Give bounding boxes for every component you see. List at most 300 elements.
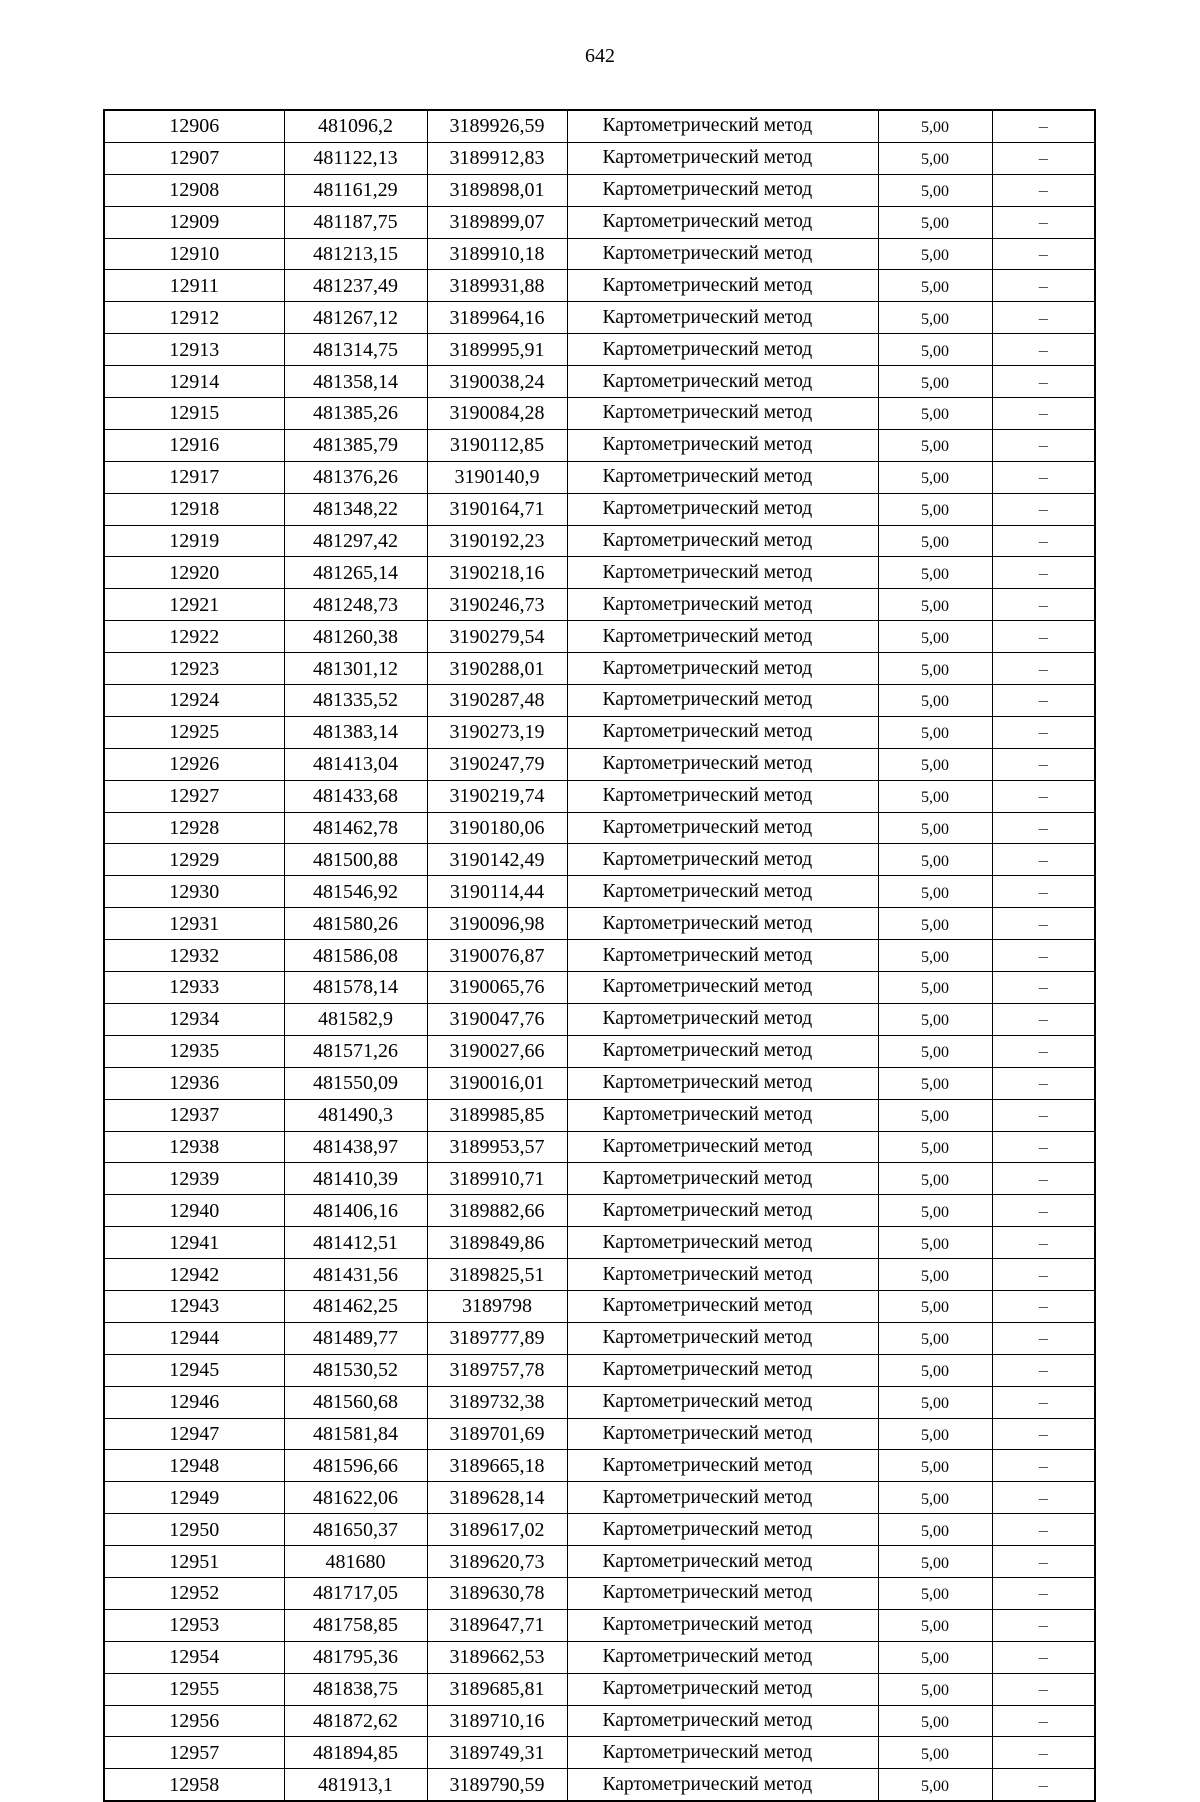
note-cell: – (992, 1354, 1095, 1386)
y-coordinate-cell: 3190047,76 (427, 1003, 567, 1035)
method-cell: Картометрический метод (567, 1705, 878, 1737)
error-value-cell: 5,00 (878, 1131, 992, 1163)
y-coordinate-cell: 3190218,16 (427, 557, 567, 589)
point-number-cell: 12932 (104, 940, 284, 972)
x-coordinate-cell: 481406,16 (284, 1195, 427, 1227)
y-coordinate-cell: 3190038,24 (427, 366, 567, 398)
method-cell: Картометрический метод (567, 748, 878, 780)
method-cell: Картометрический метод (567, 1067, 878, 1099)
method-cell: Картометрический метод (567, 334, 878, 366)
error-value-cell: 5,00 (878, 525, 992, 557)
error-value-cell: 5,00 (878, 1099, 992, 1131)
error-value-cell: 5,00 (878, 812, 992, 844)
note-cell: – (992, 557, 1095, 589)
y-coordinate-cell: 3190180,06 (427, 812, 567, 844)
y-coordinate-cell: 3189910,18 (427, 238, 567, 270)
point-number-cell: 12953 (104, 1609, 284, 1641)
method-cell: Картометрический метод (567, 1386, 878, 1418)
x-coordinate-cell: 481462,78 (284, 812, 427, 844)
error-value-cell: 5,00 (878, 270, 992, 302)
x-coordinate-cell: 481161,29 (284, 174, 427, 206)
x-coordinate-cell: 481314,75 (284, 334, 427, 366)
table-row (104, 1131, 1095, 1163)
error-value-cell: 5,00 (878, 557, 992, 589)
table-row (104, 716, 1095, 748)
table-row (104, 1003, 1095, 1035)
table-row (104, 1067, 1095, 1099)
point-number-cell: 12950 (104, 1514, 284, 1546)
method-cell: Картометрический метод (567, 1769, 878, 1801)
point-number-cell: 12947 (104, 1418, 284, 1450)
x-coordinate-cell: 481376,26 (284, 461, 427, 493)
point-number-cell: 12955 (104, 1673, 284, 1705)
point-number-cell: 12921 (104, 589, 284, 621)
x-coordinate-cell: 481872,62 (284, 1705, 427, 1737)
x-coordinate-cell: 481550,09 (284, 1067, 427, 1099)
error-value-cell: 5,00 (878, 1546, 992, 1578)
table-row (104, 461, 1095, 493)
note-cell: – (992, 1609, 1095, 1641)
method-cell: Картометрический метод (567, 1131, 878, 1163)
table-row (104, 1641, 1095, 1673)
note-cell: – (992, 1418, 1095, 1450)
x-coordinate-cell: 481335,52 (284, 685, 427, 717)
error-value-cell: 5,00 (878, 1035, 992, 1067)
page-number: 642 (585, 45, 615, 67)
y-coordinate-cell: 3190279,54 (427, 621, 567, 653)
y-coordinate-cell: 3190192,23 (427, 525, 567, 557)
note-cell: – (992, 1514, 1095, 1546)
point-number-cell: 12911 (104, 270, 284, 302)
note-cell: – (992, 1035, 1095, 1067)
note-cell: – (992, 1705, 1095, 1737)
y-coordinate-cell: 3189931,88 (427, 270, 567, 302)
note-cell: – (992, 1577, 1095, 1609)
table-row (104, 1259, 1095, 1291)
coordinates-table (103, 109, 1096, 1802)
y-coordinate-cell: 3189710,16 (427, 1705, 567, 1737)
point-number-cell: 12958 (104, 1769, 284, 1801)
error-value-cell: 5,00 (878, 589, 992, 621)
method-cell: Картометрический метод (567, 557, 878, 589)
error-value-cell: 5,00 (878, 1673, 992, 1705)
y-coordinate-cell: 3190112,85 (427, 429, 567, 461)
note-cell: – (992, 1641, 1095, 1673)
note-cell: – (992, 110, 1095, 142)
table-row (104, 940, 1095, 972)
error-value-cell: 5,00 (878, 908, 992, 940)
method-cell: Картометрический метод (567, 461, 878, 493)
point-number-cell: 12909 (104, 206, 284, 238)
error-value-cell: 5,00 (878, 653, 992, 685)
x-coordinate-cell: 481913,1 (284, 1769, 427, 1801)
y-coordinate-cell: 3189898,01 (427, 174, 567, 206)
point-number-cell: 12923 (104, 653, 284, 685)
table-row (104, 238, 1095, 270)
x-coordinate-cell: 481582,9 (284, 1003, 427, 1035)
table-row (104, 302, 1095, 334)
method-cell: Картометрический метод (567, 302, 878, 334)
method-cell: Картометрический метод (567, 1099, 878, 1131)
x-coordinate-cell: 481187,75 (284, 206, 427, 238)
error-value-cell: 5,00 (878, 1003, 992, 1035)
table-row (104, 780, 1095, 812)
y-coordinate-cell: 3189910,71 (427, 1163, 567, 1195)
error-value-cell: 5,00 (878, 1482, 992, 1514)
table-row (104, 334, 1095, 366)
x-coordinate-cell: 481348,22 (284, 493, 427, 525)
table-row (104, 908, 1095, 940)
y-coordinate-cell: 3189701,69 (427, 1418, 567, 1450)
note-cell: – (992, 1322, 1095, 1354)
error-value-cell: 5,00 (878, 1418, 992, 1450)
x-coordinate-cell: 481838,75 (284, 1673, 427, 1705)
error-value-cell: 5,00 (878, 1577, 992, 1609)
table-row (104, 1673, 1095, 1705)
x-coordinate-cell: 481758,85 (284, 1609, 427, 1641)
point-number-cell: 12944 (104, 1322, 284, 1354)
note-cell: – (992, 621, 1095, 653)
note-cell: – (992, 748, 1095, 780)
note-cell: – (992, 302, 1095, 334)
y-coordinate-cell: 3189995,91 (427, 334, 567, 366)
method-cell: Картометрический метод (567, 1418, 878, 1450)
point-number-cell: 12956 (104, 1705, 284, 1737)
x-coordinate-cell: 481412,51 (284, 1227, 427, 1259)
y-coordinate-cell: 3190164,71 (427, 493, 567, 525)
table-row (104, 844, 1095, 876)
y-coordinate-cell: 3189665,18 (427, 1450, 567, 1482)
x-coordinate-cell: 481267,12 (284, 302, 427, 334)
note-cell: – (992, 1769, 1095, 1801)
table-row (104, 1195, 1095, 1227)
point-number-cell: 12920 (104, 557, 284, 589)
note-cell: – (992, 940, 1095, 972)
error-value-cell: 5,00 (878, 1354, 992, 1386)
y-coordinate-cell: 3189749,31 (427, 1737, 567, 1769)
note-cell: – (992, 780, 1095, 812)
point-number-cell: 12951 (104, 1546, 284, 1578)
note-cell: – (992, 812, 1095, 844)
note-cell: – (992, 493, 1095, 525)
y-coordinate-cell: 3189732,38 (427, 1386, 567, 1418)
method-cell: Картометрический метод (567, 844, 878, 876)
table-row (104, 398, 1095, 430)
y-coordinate-cell: 3189790,59 (427, 1769, 567, 1801)
note-cell: – (992, 1163, 1095, 1195)
x-coordinate-cell: 481385,79 (284, 429, 427, 461)
error-value-cell: 5,00 (878, 493, 992, 525)
y-coordinate-cell: 3189985,85 (427, 1099, 567, 1131)
note-cell: – (992, 716, 1095, 748)
note-cell: – (992, 589, 1095, 621)
method-cell: Картометрический метод (567, 206, 878, 238)
error-value-cell: 5,00 (878, 206, 992, 238)
table-row (104, 1737, 1095, 1769)
note-cell: – (992, 398, 1095, 430)
note-cell: – (992, 1673, 1095, 1705)
method-cell: Картометрический метод (567, 780, 878, 812)
method-cell: Картометрический метод (567, 366, 878, 398)
x-coordinate-cell: 481578,14 (284, 972, 427, 1004)
point-number-cell: 12910 (104, 238, 284, 270)
table-row (104, 1386, 1095, 1418)
point-number-cell: 12922 (104, 621, 284, 653)
error-value-cell: 5,00 (878, 1450, 992, 1482)
table-row (104, 1546, 1095, 1578)
note-cell: – (992, 206, 1095, 238)
y-coordinate-cell: 3190140,9 (427, 461, 567, 493)
point-number-cell: 12938 (104, 1131, 284, 1163)
method-cell: Картометрический метод (567, 1609, 878, 1641)
method-cell: Картометрический метод (567, 1546, 878, 1578)
x-coordinate-cell: 481622,06 (284, 1482, 427, 1514)
method-cell: Картометрический метод (567, 1035, 878, 1067)
table-row (104, 206, 1095, 238)
note-cell: – (992, 1259, 1095, 1291)
method-cell: Картометрический метод (567, 653, 878, 685)
x-coordinate-cell: 481490,3 (284, 1099, 427, 1131)
point-number-cell: 12937 (104, 1099, 284, 1131)
x-coordinate-cell: 481413,04 (284, 748, 427, 780)
error-value-cell: 5,00 (878, 1705, 992, 1737)
method-cell: Картометрический метод (567, 238, 878, 270)
point-number-cell: 12912 (104, 302, 284, 334)
table-row (104, 1482, 1095, 1514)
x-coordinate-cell: 481122,13 (284, 142, 427, 174)
note-cell: – (992, 142, 1095, 174)
table-row (104, 1418, 1095, 1450)
y-coordinate-cell: 3189777,89 (427, 1322, 567, 1354)
point-number-cell: 12931 (104, 908, 284, 940)
table-row (104, 1322, 1095, 1354)
method-cell: Картометрический метод (567, 1003, 878, 1035)
method-cell: Картометрический метод (567, 1354, 878, 1386)
y-coordinate-cell: 3189628,14 (427, 1482, 567, 1514)
point-number-cell: 12930 (104, 876, 284, 908)
error-value-cell: 5,00 (878, 1290, 992, 1322)
x-coordinate-cell: 481383,14 (284, 716, 427, 748)
point-number-cell: 12957 (104, 1737, 284, 1769)
table-row (104, 812, 1095, 844)
error-value-cell: 5,00 (878, 972, 992, 1004)
y-coordinate-cell: 3189926,59 (427, 110, 567, 142)
point-number-cell: 12942 (104, 1259, 284, 1291)
error-value-cell: 5,00 (878, 1386, 992, 1418)
x-coordinate-cell: 481586,08 (284, 940, 427, 972)
x-coordinate-cell: 481260,38 (284, 621, 427, 653)
error-value-cell: 5,00 (878, 1769, 992, 1801)
method-cell: Картометрический метод (567, 716, 878, 748)
table-row (104, 972, 1095, 1004)
x-coordinate-cell: 481265,14 (284, 557, 427, 589)
y-coordinate-cell: 3190246,73 (427, 589, 567, 621)
point-number-cell: 12924 (104, 685, 284, 717)
point-number-cell: 12940 (104, 1195, 284, 1227)
note-cell: – (992, 1386, 1095, 1418)
table-row (104, 1769, 1095, 1801)
point-number-cell: 12908 (104, 174, 284, 206)
note-cell: – (992, 238, 1095, 270)
note-cell: – (992, 844, 1095, 876)
table-row (104, 270, 1095, 302)
y-coordinate-cell: 3190076,87 (427, 940, 567, 972)
note-cell: – (992, 270, 1095, 302)
y-coordinate-cell: 3189964,16 (427, 302, 567, 334)
table-row (104, 1609, 1095, 1641)
y-coordinate-cell: 3190142,49 (427, 844, 567, 876)
method-cell: Картометрический метод (567, 1322, 878, 1354)
method-cell: Картометрический метод (567, 1227, 878, 1259)
table-row (104, 653, 1095, 685)
y-coordinate-cell: 3189798 (427, 1290, 567, 1322)
point-number-cell: 12917 (104, 461, 284, 493)
x-coordinate-cell: 481301,12 (284, 653, 427, 685)
note-cell: – (992, 685, 1095, 717)
table-row (104, 1035, 1095, 1067)
point-number-cell: 12925 (104, 716, 284, 748)
point-number-cell: 12914 (104, 366, 284, 398)
table-row (104, 748, 1095, 780)
method-cell: Картометрический метод (567, 812, 878, 844)
x-coordinate-cell: 481213,15 (284, 238, 427, 270)
method-cell: Картометрический метод (567, 621, 878, 653)
table-row (104, 493, 1095, 525)
note-cell: – (992, 1227, 1095, 1259)
table-row (104, 557, 1095, 589)
note-cell: – (992, 876, 1095, 908)
note-cell: – (992, 908, 1095, 940)
table-row (104, 1577, 1095, 1609)
error-value-cell: 5,00 (878, 429, 992, 461)
method-cell: Картометрический метод (567, 429, 878, 461)
point-number-cell: 12949 (104, 1482, 284, 1514)
point-number-cell: 12907 (104, 142, 284, 174)
method-cell: Картометрический метод (567, 940, 878, 972)
note-cell: – (992, 972, 1095, 1004)
note-cell: – (992, 174, 1095, 206)
table-row (104, 1290, 1095, 1322)
method-cell: Картометрический метод (567, 1641, 878, 1673)
error-value-cell: 5,00 (878, 1163, 992, 1195)
error-value-cell: 5,00 (878, 748, 992, 780)
error-value-cell: 5,00 (878, 1609, 992, 1641)
y-coordinate-cell: 3190114,44 (427, 876, 567, 908)
method-cell: Картометрический метод (567, 1577, 878, 1609)
method-cell: Картометрический метод (567, 142, 878, 174)
y-coordinate-cell: 3189882,66 (427, 1195, 567, 1227)
error-value-cell: 5,00 (878, 174, 992, 206)
point-number-cell: 12916 (104, 429, 284, 461)
error-value-cell: 5,00 (878, 1641, 992, 1673)
x-coordinate-cell: 481680 (284, 1546, 427, 1578)
note-cell: – (992, 429, 1095, 461)
error-value-cell: 5,00 (878, 398, 992, 430)
error-value-cell: 5,00 (878, 685, 992, 717)
coordinates-table-body (104, 110, 1095, 1801)
x-coordinate-cell: 481894,85 (284, 1737, 427, 1769)
method-cell: Картометрический метод (567, 1259, 878, 1291)
y-coordinate-cell: 3189912,83 (427, 142, 567, 174)
table-row (104, 429, 1095, 461)
error-value-cell: 5,00 (878, 461, 992, 493)
y-coordinate-cell: 3189617,02 (427, 1514, 567, 1546)
note-cell: – (992, 1195, 1095, 1227)
method-cell: Картометрический метод (567, 1450, 878, 1482)
x-coordinate-cell: 481530,52 (284, 1354, 427, 1386)
point-number-cell: 12939 (104, 1163, 284, 1195)
table-row (104, 525, 1095, 557)
y-coordinate-cell: 3190016,01 (427, 1067, 567, 1099)
x-coordinate-cell: 481650,37 (284, 1514, 427, 1546)
y-coordinate-cell: 3190287,48 (427, 685, 567, 717)
method-cell: Картометрический метод (567, 685, 878, 717)
y-coordinate-cell: 3189899,07 (427, 206, 567, 238)
point-number-cell: 12948 (104, 1450, 284, 1482)
table-row (104, 1450, 1095, 1482)
y-coordinate-cell: 3189620,73 (427, 1546, 567, 1578)
error-value-cell: 5,00 (878, 1514, 992, 1546)
x-coordinate-cell: 481297,42 (284, 525, 427, 557)
y-coordinate-cell: 3190288,01 (427, 653, 567, 685)
method-cell: Картометрический метод (567, 589, 878, 621)
y-coordinate-cell: 3189849,86 (427, 1227, 567, 1259)
error-value-cell: 5,00 (878, 844, 992, 876)
x-coordinate-cell: 481433,68 (284, 780, 427, 812)
table-row (104, 621, 1095, 653)
x-coordinate-cell: 481096,2 (284, 110, 427, 142)
note-cell: – (992, 653, 1095, 685)
method-cell: Картометрический метод (567, 1195, 878, 1227)
error-value-cell: 5,00 (878, 1195, 992, 1227)
error-value-cell: 5,00 (878, 1737, 992, 1769)
table-row (104, 1099, 1095, 1131)
y-coordinate-cell: 3190273,19 (427, 716, 567, 748)
point-number-cell: 12929 (104, 844, 284, 876)
x-coordinate-cell: 481596,66 (284, 1450, 427, 1482)
point-number-cell: 12941 (104, 1227, 284, 1259)
x-coordinate-cell: 481385,26 (284, 398, 427, 430)
error-value-cell: 5,00 (878, 780, 992, 812)
point-number-cell: 12935 (104, 1035, 284, 1067)
method-cell: Картометрический метод (567, 1514, 878, 1546)
error-value-cell: 5,00 (878, 302, 992, 334)
point-number-cell: 12945 (104, 1354, 284, 1386)
method-cell: Картометрический метод (567, 398, 878, 430)
note-cell: – (992, 1290, 1095, 1322)
error-value-cell: 5,00 (878, 238, 992, 270)
point-number-cell: 12919 (104, 525, 284, 557)
error-value-cell: 5,00 (878, 1259, 992, 1291)
y-coordinate-cell: 3190065,76 (427, 972, 567, 1004)
table-row (104, 110, 1095, 142)
method-cell: Картометрический метод (567, 1290, 878, 1322)
note-cell: – (992, 1099, 1095, 1131)
point-number-cell: 12918 (104, 493, 284, 525)
point-number-cell: 12934 (104, 1003, 284, 1035)
method-cell: Картометрический метод (567, 1163, 878, 1195)
note-cell: – (992, 1067, 1095, 1099)
note-cell: – (992, 1737, 1095, 1769)
point-number-cell: 12952 (104, 1577, 284, 1609)
point-number-cell: 12946 (104, 1386, 284, 1418)
table-row (104, 589, 1095, 621)
table-row (104, 1227, 1095, 1259)
x-coordinate-cell: 481580,26 (284, 908, 427, 940)
method-cell: Картометрический метод (567, 876, 878, 908)
table-row (104, 685, 1095, 717)
error-value-cell: 5,00 (878, 142, 992, 174)
